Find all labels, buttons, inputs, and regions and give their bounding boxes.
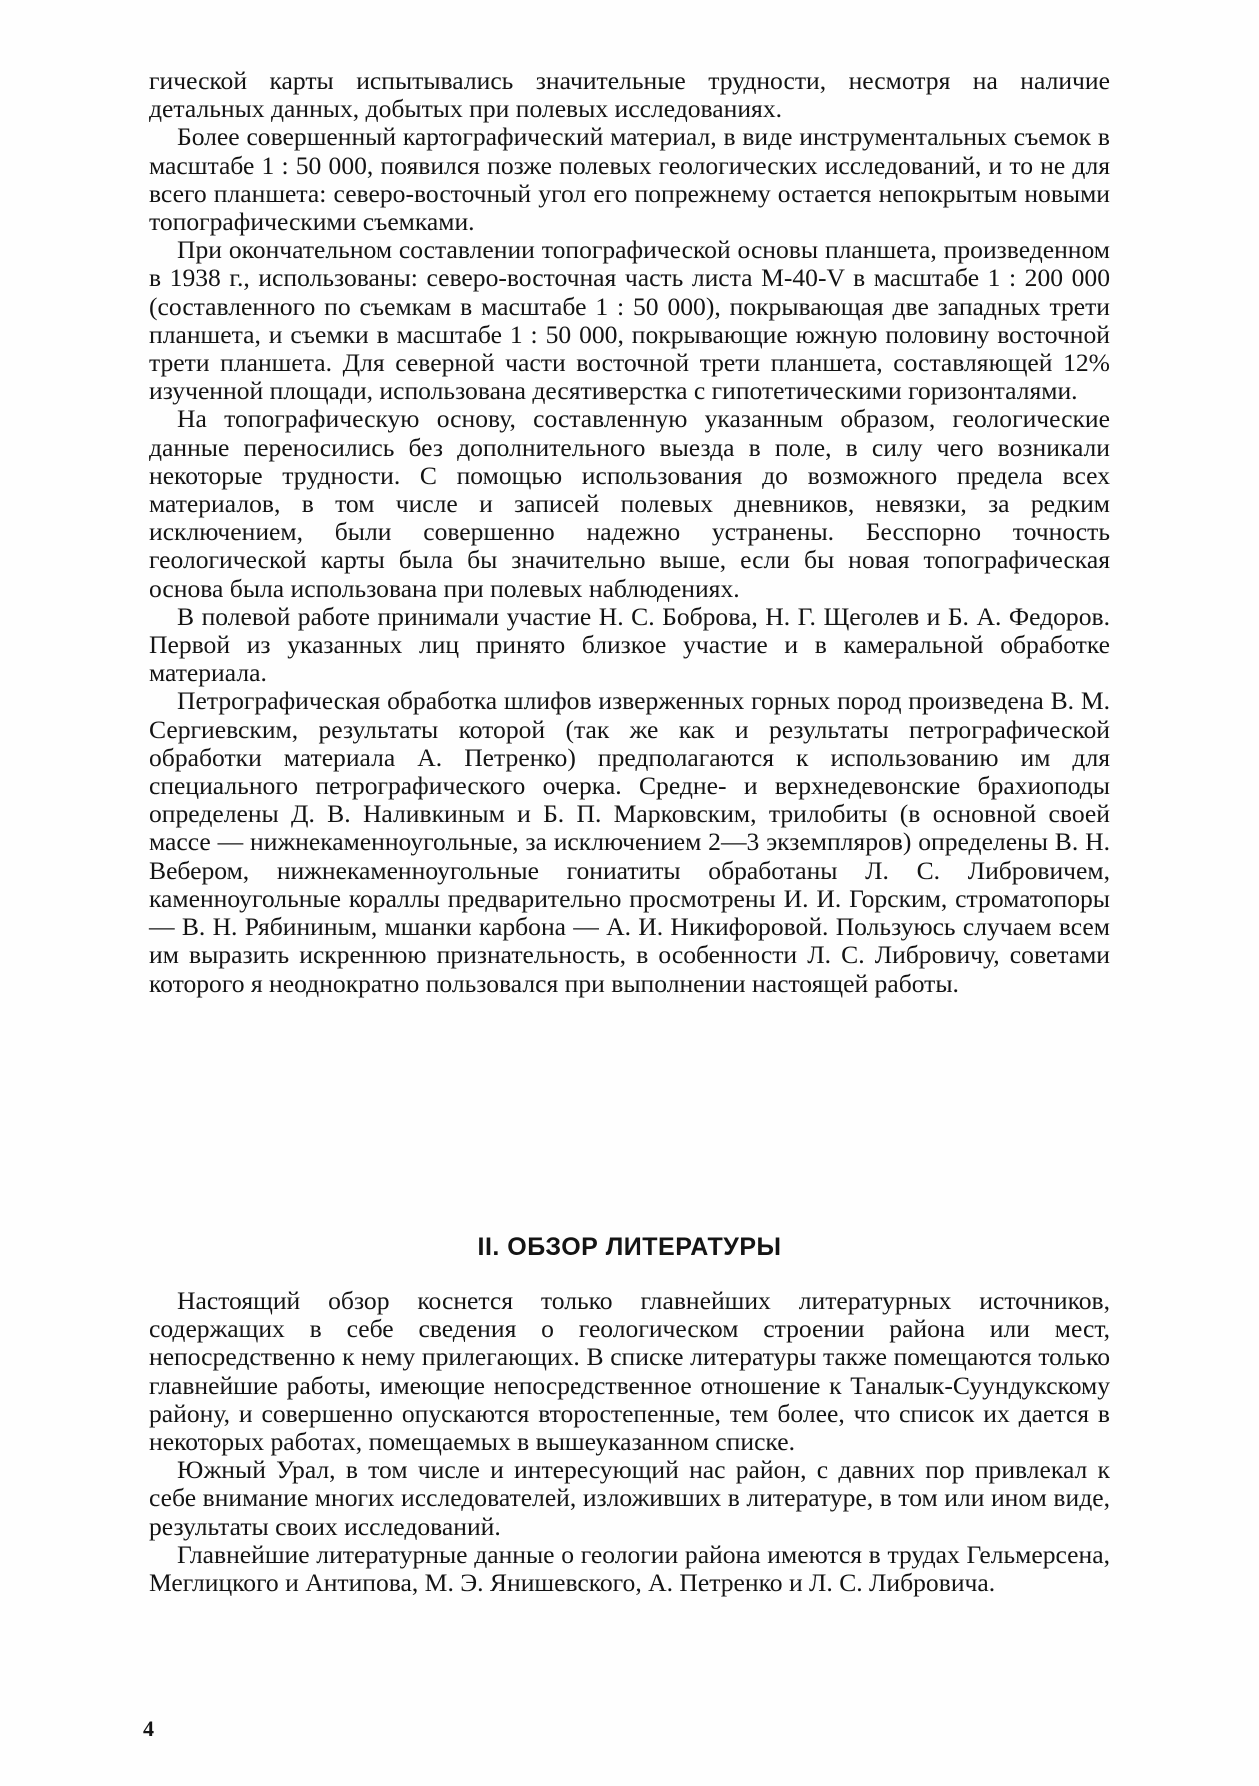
paragraph-south-urals: Южный Урал, в том числе и интересующий нас район, с давних пор привлекал к себе внимание многих исследователей, изложивших в литературе, в том или ином виде, результаты своих исследований. bbox=[149, 1455, 1110, 1541]
section-heading: II. ОБЗОР ЛИТЕРАТУРЫ bbox=[477, 1233, 782, 1261]
paragraph-cartographic-material: Более совершенный картографический материал, в виде инструментальных съемок в масштабе 1 : 50 000, появился позже полевых геологических исследований, и то не для всего планшета: северо-восточный угол его попрежнему остается непокрытым новыми топографическими съемками. bbox=[149, 122, 1110, 237]
paragraph-petrographic-processing: Петрографическая обработка шлифов изверженных горных пород произведена В. М. Сергиевским, результаты которой (так же как и результаты петрографической обработки материала А. Петренко) предполагаются к использованию им для специального петрографического очерка. Средне- и верхнедевонские брахиоподы определены Д. В. Наливкиным и Б. П. Марковским, трилобиты (в основной своей массе — нижнекаменноугольные, за исключением 2—3 экземпляров) определены В. Н. Вебером, нижнекаменноугольные гониатиты обработаны Л. С. Либровичем, каменноугольные кораллы предварительно просмотрены И. И. Горским, строматопоры — В. Н. Рябининым, мшанки карбона — А. И. Никифоровой. Пользуюсь случаем всем им выразить искреннюю признательность, в особенности Л. С. Либровичу, советами которого я неоднократно пользовался при выполнении настоящей работы. bbox=[149, 686, 1110, 998]
paragraph-review-scope: Настоящий обзор коснется только главнейших литературных источников, содержащих в себе сведения о геологическом строении района или мест, непосредственно к нему прилегающих. В списке литературы также помещаются только главнейшие работы, имеющие непосредственное отношение к Таналык-Суундукскому району, и совершенно опускаются второстепенные, тем более, что список их дается в некоторых работах, помещаемых в вышеуказанном списке. bbox=[149, 1286, 1110, 1457]
body-text-after-heading bbox=[149, 1287, 1110, 1597]
paragraph-topographic-base: При окончательном составлении топографической основы планшета, произведенном в 1938 г., использованы: северо-восточная часть листа М-40-V в масштабе 1 : 200 000 (составленного по съемкам в масштабе 1 : 50 000), покрывающая две западных трети планшета, и съемки в масштабе 1 : 50 000, покрывающие южную половину восточной трети планшета. Для северной части восточной трети планшета, составляющей 12% изученной площади, использована десятиверстка с гипотетическими горизонталями. bbox=[149, 235, 1110, 406]
page-number: 4 bbox=[143, 1716, 154, 1741]
paragraph-field-participants: В полевой работе принимали участие Н. С. Боброва, Н. Г. Щеголев и Б. А. Федоров. Первой из указанных лиц принято близкое участие и в камеральной обработке материала. bbox=[149, 601, 1110, 688]
paragraph-main-literature: Главнейшие литературные данные о геологии района имеются в трудах Гельмерсена, Меглицкого и Антипова, М. Э. Янишевского, А. Петренко и Л. С. Либровича. bbox=[149, 1539, 1110, 1598]
body-text-before-heading bbox=[149, 67, 1110, 998]
paragraph-geologic-data-transfer: На топографическую основу, составленную указанным образом, геологические данные переносились без дополнительного выезда в поле, в силу чего возникали некоторые трудности. С помощью использования до возможного предела всех материалов, в том числе и записей полевых дневников, невязки, за редким исключением, были совершенно надежно устранены. Бесспорно точность геологической карты была бы значительно выше, если бы новая топографическая основа была использована при полевых наблюдениях. bbox=[149, 404, 1110, 603]
paragraph-continuation: гической карты испытывались значительные трудности, несмотря на наличие детальных данных, добытых при полевых исследованиях. bbox=[149, 66, 1110, 124]
